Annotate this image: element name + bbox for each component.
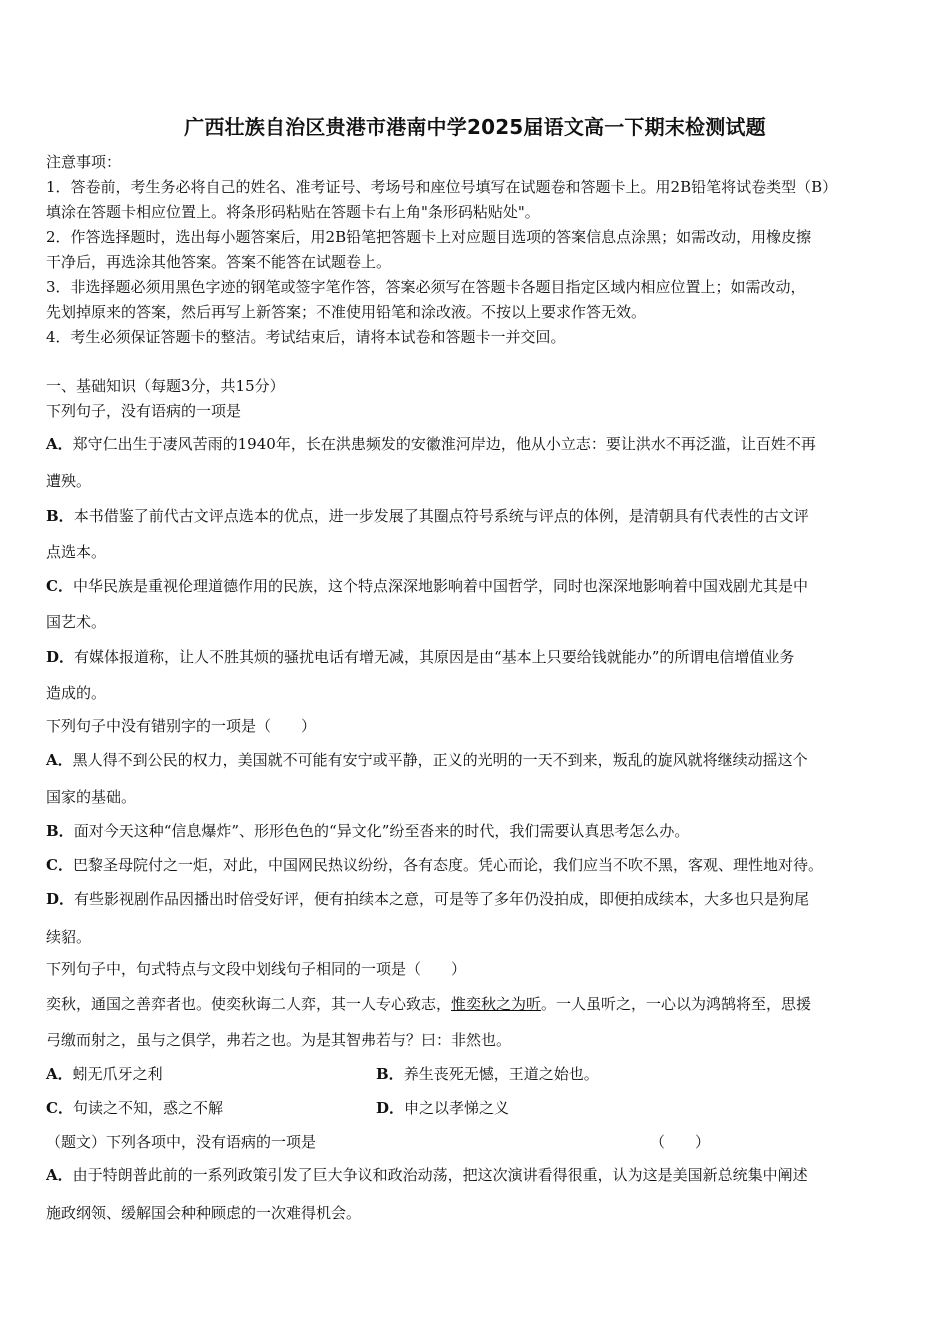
- q1-option-d: D．有媒体报道称，让人不胜其烦的骚扰电话有增无减，其原因是由“基本上只要给钱就能办”的所谓电信增值业务: [46, 648, 795, 666]
- q4-stem-line: [46, 1131, 906, 1153]
- q3-passage-text-cont: 。一人虽听之，一心以为鸿鹄将至，思援: [541, 995, 812, 1013]
- q3-option-d: D．申之以孝悌之义: [376, 1099, 510, 1117]
- q1-option-a: A．郑守仁出生于凄风苦雨的1940年，长在洪患频发的安徽淮河岸边，他从小立志：要让洪水不再泛滥，让百姓不再: [46, 435, 816, 453]
- q3-stem: 下列句子中，句式特点与文段中划线句子相同的一项是（ ）: [46, 960, 467, 978]
- notice-line: 3．非选择题必须用黑色字迹的钢笔或签字笔作答，答案必须写在答题卡各题目指定区域内相应位置上；如需改动，: [46, 278, 806, 296]
- option-letter: B．: [46, 507, 74, 525]
- option-letter: A．: [46, 751, 73, 769]
- notice-line: 4．考生必须保证答题卡的整洁。考试结束后，请将本试卷和答题卡一并交回。: [46, 328, 566, 346]
- q3-options-row: [46, 1063, 906, 1085]
- q1-option-b: B．本书借鉴了前代古文评点选本的优点，进一步发展了其圈点符号系统与评点的体例，是清朝具有代表性的古文评: [46, 507, 809, 525]
- option-letter: D．: [46, 890, 75, 908]
- option-letter: B．: [376, 1065, 404, 1083]
- q2-option-c: C．巴黎圣母院付之一炬，对此，中国网民热议纷纷，各有态度。凭心而论，我们应当不吹不黑，客观、理性地对待。: [46, 856, 823, 874]
- q2-option-b: B．面对今天这种“信息爆炸”、形形色色的“异文化”纷至沓来的时代，我们需要认真思考怎么办。: [46, 822, 690, 840]
- q2-stem: 下列句子中没有错别字的一项是（ ）: [46, 717, 317, 735]
- q4-answer-paren: （ ）: [650, 1133, 711, 1151]
- section-heading: 一、基础知识（每题3分，共15分）: [46, 377, 285, 395]
- q3-passage-text: 奕秋，通国之善弈者也。使奕秋诲二人弈，其一人专心致志，: [46, 995, 452, 1013]
- option-letter: B．: [46, 822, 74, 840]
- option-letter: A．: [46, 435, 73, 453]
- option-letter: D．: [46, 648, 75, 666]
- q2-option-d-cont: 续貂。: [46, 928, 92, 946]
- q1-option-c: C．中华民族是重视伦理道德作用的民族，这个特点深深地影响着中国哲学，同时也深深地影响着中国戏剧尤其是中: [46, 577, 808, 595]
- notice-line: 干净后，再选涂其他答案。答案不能答在试题卷上。: [46, 253, 392, 271]
- option-letter: A．: [46, 1065, 73, 1083]
- option-letter: D．: [376, 1099, 405, 1117]
- q4-option-a: A．由于特朗普此前的一系列政策引发了巨大争议和政治动荡，把这次演讲看得很重，认为这是美国新总统集中阐述: [46, 1166, 808, 1184]
- q2-option-a: A．黑人得不到公民的权力，美国就不可能有安宁或平静，正义的光明的一天不到来，叛乱的旋风就将继续动摇这个: [46, 751, 808, 769]
- q3-passage-line-2: 弓缴而射之，虽与之俱学，弗若之也。为是其智弗若与？曰：非然也。: [46, 1031, 512, 1049]
- q3-underlined-sentence: 惟奕秋之为听: [451, 995, 542, 1013]
- exam-title: 广西壮族自治区贵港市港南中学2025届语文高一下期末检测试题: [184, 115, 766, 139]
- option-letter: C．: [46, 856, 73, 874]
- q4-option-a-cont: 施政纲领、缓解国会种种顾虑的一次难得机会。: [46, 1204, 362, 1222]
- option-letter: C．: [46, 1099, 73, 1117]
- notice-line: 1．答卷前，考生务必将自己的姓名、准考证号、考场号和座位号填写在试题卷和答题卡上。用2B铅笔将试卷类型（B）: [46, 178, 838, 196]
- notice-line: 先划掉原来的答案，然后再写上新答案；不准使用铅笔和涂改液。不按以上要求作答无效。: [46, 303, 647, 321]
- q3-passage-line: [46, 993, 906, 1015]
- q1-option-a-cont: 遭殃。: [46, 472, 92, 490]
- q1-option-c-cont: 国艺术。: [46, 613, 107, 631]
- q3-option-a: A．蚓无爪牙之利: [46, 1065, 163, 1083]
- q2-option-d: D．有些影视剧作品因播出时倍受好评，便有拍续本之意，可是等了多年仍没拍成，即便拍成续本，大多也只是狗尾: [46, 890, 810, 908]
- notice-line: 填涂在答题卡相应位置上。将条形码粘贴在答题卡右上角"条形码粘贴处"。: [46, 203, 540, 221]
- q3-options-row: [46, 1097, 906, 1119]
- q3-option-b: B．养生丧死无憾，王道之始也。: [376, 1065, 599, 1083]
- notice-heading: 注意事项：: [46, 153, 122, 171]
- q1-option-b-cont: 点选本。: [46, 543, 107, 561]
- notice-line: 2．作答选择题时，选出每小题答案后，用2B铅笔把答题卡上对应题目选项的答案信息点涂黑；如需改动，用橡皮擦: [46, 228, 812, 246]
- q2-option-a-cont: 国家的基础。: [46, 788, 137, 806]
- option-letter: C．: [46, 577, 73, 595]
- q1-stem: 下列句子，没有语病的一项是: [46, 402, 242, 420]
- q1-option-d-cont: 造成的。: [46, 684, 107, 702]
- option-letter: A．: [46, 1166, 73, 1184]
- q4-stem: （题文）下列各项中，没有语病的一项是: [46, 1133, 317, 1151]
- q3-option-c: C．句读之不知，惑之不解: [46, 1099, 223, 1117]
